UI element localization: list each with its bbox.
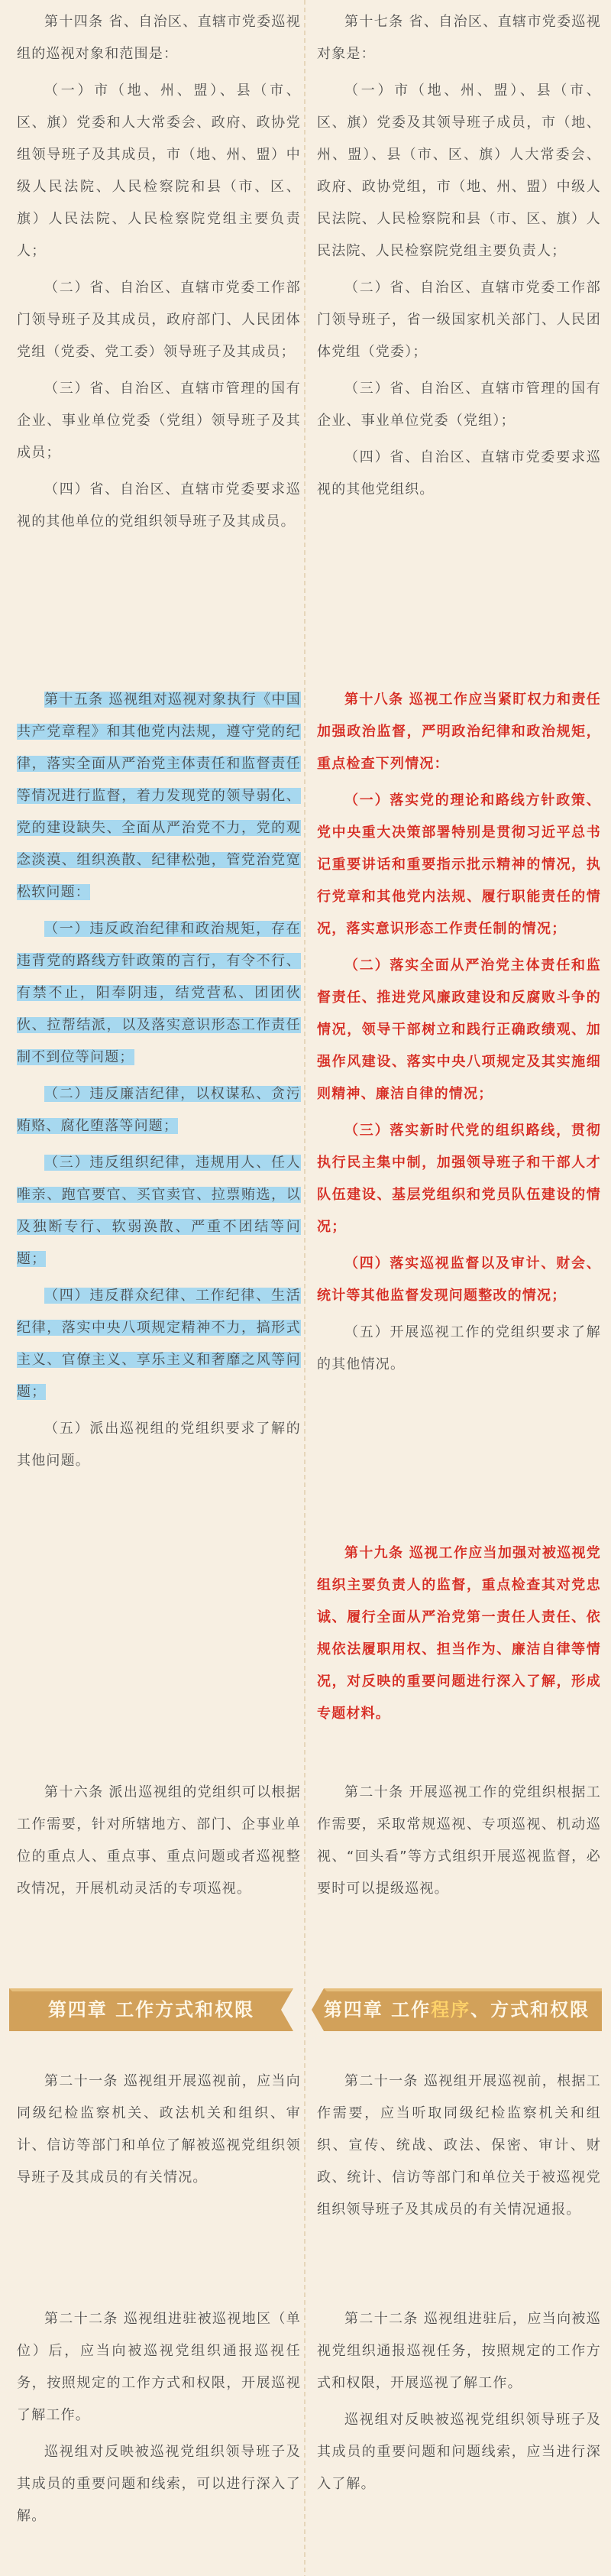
chapter-banner-old: [9, 1988, 293, 2031]
article-20: [317, 1777, 601, 1910]
article-15-item-3-text: （三）违反组织纪律，违规用人、任人唯亲、跑官要官、买官卖官、拉票贿选，以及独断专行、软弱涣散、严重不团结等问题；: [17, 1155, 301, 1267]
article-14-item-3: （三）省、自治区、直辖市管理的国有企业、事业单位党委（党组）领导班子及其成员；: [17, 381, 301, 461]
article-17-heading: 第十七条 省、自治区、直辖市党委巡视对象是：: [317, 14, 601, 62]
article-15-item-3: [17, 1147, 301, 1275]
article-14: [17, 6, 301, 543]
article-15-item-2: [17, 1078, 301, 1142]
article-21-old-text: 第二十一条 巡视组开展巡视前，应当向同级纪检监察机关、政法机关和组织、审计、信访等部门和单位了解被巡视党组织领导班子及其成员的有关情况。: [17, 2073, 301, 2186]
article-15: [17, 684, 301, 1482]
article-18-item-3: （三）落实新时代党的组织路线，贯彻执行民主集中制，加强领导班子和干部人才队伍建设、基层党组织和党员队伍建设的情况；: [317, 1123, 601, 1235]
article-17-item-4: （四）省、自治区、直辖市党委要求巡视的其他党组织。: [317, 449, 601, 497]
chapter-title-new-part2: 、方式和权限: [470, 1998, 590, 2020]
article-15-item-2-text: （二）违反廉洁纪律，以权谋私、贪污贿赂、腐化堕落等问题；: [17, 1086, 301, 1134]
article-15-text: 第十五条 巡视组对巡视对象执行《中国共产党章程》和其他党内法规，遵守党的纪律，落实全面从严治党主体责任和监督责任等情况进行监督，着力发现党的领导弱化、党的建设缺失、全面从严治党不力，党的观念淡漠、组织涣散、纪律松弛，管党治党宽松软问题：: [17, 692, 301, 900]
article-17: [317, 6, 601, 510]
article-20-text: 第二十条 开展巡视工作的党组织根据工作需要，采取常规巡视、专项巡视、机动巡视、“回头看”等方式组织开展巡视监督，必要时可以提级巡视。: [317, 1784, 601, 1897]
article-21-new: [317, 2066, 601, 2231]
chapter-title-new: [312, 1988, 602, 2031]
article-14-item-2: （二）省、自治区、直辖市党委工作部门领导班子及其成员，政府部门、人民团体党组（党委、党工委）领导班子及其成员；: [17, 280, 301, 360]
article-16-text: 第十六条 派出巡视组的党组织可以根据工作需要，针对所辖地方、部门、企事业单位的重点人、重点事、重点问题或者巡视整改情况，开展机动灵活的专项巡视。: [17, 1784, 301, 1897]
column-divider: [304, 0, 306, 2576]
article-15-heading: [17, 684, 301, 909]
article-21-new-text: 第二十一条 巡视组开展巡视前，根据工作需要，应当听取同级纪检监察机关和组织、宣传、统战、政法、保密、审计、财政、统计、信访等部门和单位关于被巡视党组织领导班子及其成员的有关情况通报。: [317, 2073, 601, 2218]
article-18: [317, 684, 601, 1385]
article-16: [17, 1777, 301, 1910]
article-18-item-4: （四）落实巡视监督以及审计、财会、统计等其他监督发现问题整改的情况；: [317, 1256, 601, 1304]
article-18-item-1: （一）落实党的理论和路线方针政策、党中央重大决策部署特别是贯彻习近平总书记重要讲话和重要指示批示精神的情况，执行党章和其他党内法规、履行职能责任的情况，落实意识形态工作责任制的情况；: [317, 792, 601, 937]
chapter-title-new-added: 程序: [431, 1998, 471, 2020]
article-22-new-text-2: 巡视组对反映被巡视党组织领导班子及其成员的重要问题和问题线索，应当进行深入了解。: [317, 2412, 601, 2492]
article-22-new: [317, 2303, 601, 2505]
article-15-item-1-text: （一）违反政治纪律和政治规矩，存在违背党的路线方针政策的言行，有令不行、有禁不止，阳奉阴违，结党营私、团团伙伙、拉帮结派，以及落实意识形态工作责任制不到位等问题；: [17, 921, 301, 1065]
chapter-banner-new: [312, 1988, 602, 2031]
chapter-title-new-part1: 第四章 工作: [323, 1998, 432, 2020]
article-14-item-1: （一）市（地、州、盟）、县（市、区、旗）党委和人大常委会、政府、政协党组领导班子及其成员，市（地、州、盟）中级人民法院、人民检察院和县（市、区、旗）人民法院、人民检察院党组主要负责人；: [17, 83, 301, 259]
article-17-item-1: （一）市（地、州、盟）、县（市、区、旗）党委及其领导班子成员，市（地、州、盟）、县（市、区、旗）人大常委会、政府、政协党组，市（地、州、盟）中级人民法院、人民检察院和县（市、区、旗）人民法院、人民检察院党组主要负责人；: [317, 83, 601, 259]
article-15-item-4: [17, 1280, 301, 1408]
chapter-title-old: 第四章 工作方式和权限: [47, 1998, 255, 2020]
article-14-item-4: （四）省、自治区、直辖市党委要求巡视的其他单位的党组织领导班子及其成员。: [17, 481, 301, 530]
article-19: [317, 1537, 601, 1735]
article-22-old: [17, 2303, 301, 2537]
article-15-item-1: [17, 913, 301, 1074]
article-18-heading: 第十八条 巡视工作应当紧盯权力和责任加强政治监督，严明政治纪律和政治规矩，重点检查下列情况：: [317, 692, 601, 772]
article-18-item-2: （二）落实全面从严治党主体责任和监督责任、推进党风廉政建设和反腐败斗争的情况，领导干部树立和践行正确政绩观、加强作风建设、落实中央八项规定及其实施细则精神、廉洁自律的情况；: [317, 957, 601, 1102]
article-17-item-2: （二）省、自治区、直辖市党委工作部门领导班子，省一级国家机关部门、人民团体党组（党委）；: [317, 280, 601, 360]
article-14-heading: 第十四条 省、自治区、直辖市党委巡视组的巡视对象和范围是：: [17, 14, 301, 62]
article-15-item-4-text: （四）违反群众纪律、工作纪律、生活纪律，落实中央八项规定精神不力，搞形式主义、官僚主义、享乐主义和奢靡之风等问题；: [17, 1288, 301, 1400]
article-22-old-text-2: 巡视组对反映被巡视党组织领导班子及其成员的重要问题和线索，可以进行深入了解。: [17, 2444, 301, 2524]
article-22-new-text: 第二十二条 巡视组进驻后，应当向被巡视党组织通报巡视任务，按照规定的工作方式和权限，开展巡视了解工作。: [317, 2311, 601, 2391]
article-15-item-5: （五）派出巡视组的党组织要求了解的其他问题。: [17, 1421, 301, 1469]
article-17-item-3: （三）省、自治区、直辖市管理的国有企业、事业单位党委（党组）；: [317, 381, 601, 429]
article-22-old-text: 第二十二条 巡视组进驻被巡视地区（单位）后，应当向被巡视党组织通报巡视任务，按照规定的工作方式和权限，开展巡视了解工作。: [17, 2311, 301, 2423]
article-19-text: 第十九条 巡视工作应当加强对被巡视党组织主要负责人的监督，重点检查其对党忠诚、履行全面从严治党第一责任人责任、依规依法履职用权、担当作为、廉洁自律等情况，对反映的重要问题进行深入了解，形成专题材料。: [317, 1545, 601, 1722]
article-18-item-5: （五）开展巡视工作的党组织要求了解的其他情况。: [317, 1324, 601, 1372]
article-21-old: [17, 2066, 301, 2199]
